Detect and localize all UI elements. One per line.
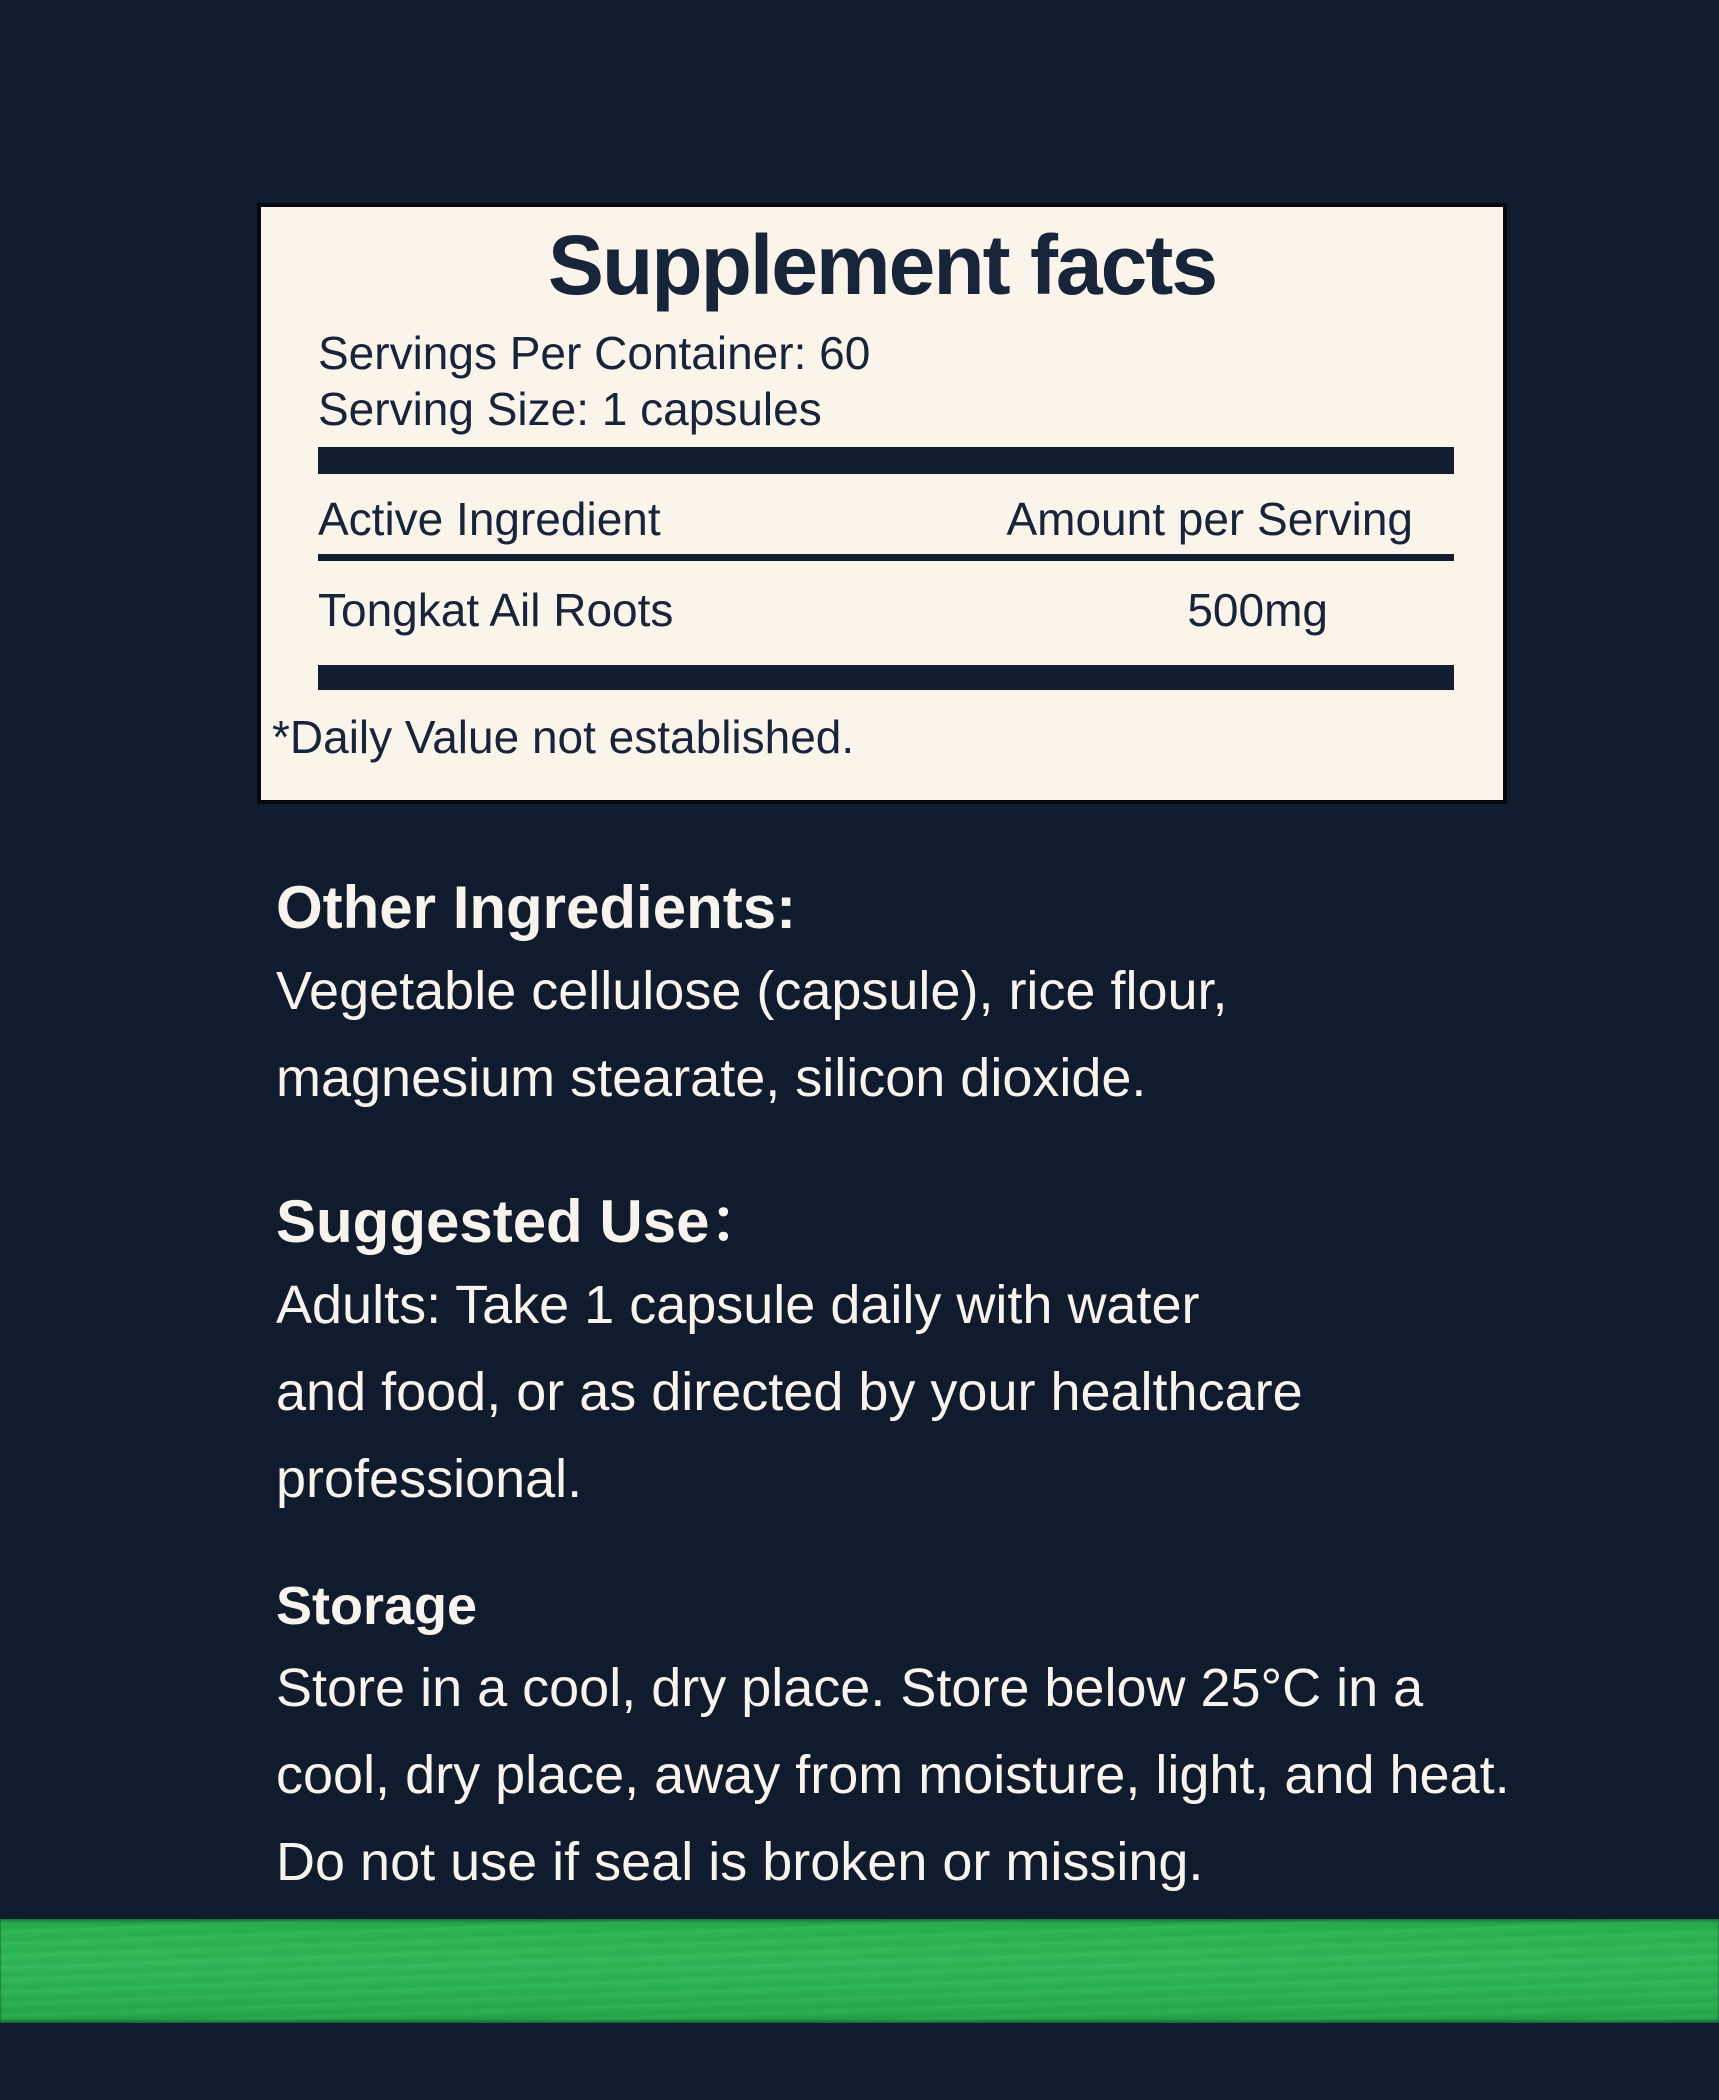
storage-heading: Storage: [276, 1576, 478, 1636]
suggested-use-line: professional.: [276, 1449, 583, 1509]
serving-size: Serving Size: 1 capsules: [318, 383, 822, 435]
suggested-use-heading: Suggested Use：: [276, 1188, 770, 1255]
other-ingredients-heading: Other Ingredients:: [276, 874, 797, 941]
daily-value-footnote: *Daily Value not established.: [272, 711, 855, 763]
ingredient-amount: 500mg: [1187, 584, 1328, 636]
suggested-use-text: [276, 1262, 1303, 1523]
storage-text: [276, 1645, 1510, 1906]
divider-bar-thick-bottom: [318, 665, 1454, 690]
amount-column-header: Amount per Serving: [1006, 493, 1413, 545]
other-ingredients-line: Vegetable cellulose (capsule), rice flour,: [276, 961, 1228, 1021]
storage-line: Do not use if seal is broken or missing.: [276, 1832, 1204, 1892]
serving-info: [318, 325, 870, 437]
ingredient-name: Tongkat Ail Roots: [318, 584, 674, 636]
divider-rule-thin: [318, 554, 1454, 561]
other-ingredients-line: magnesium stearate, silicon dioxide.: [276, 1048, 1147, 1108]
ingredient-column-header: Active Ingredient: [318, 493, 661, 545]
table-header-row: [318, 492, 1413, 546]
servings-per-container: Servings Per Container: 60: [318, 327, 871, 379]
green-ribbon: [0, 1919, 1719, 2023]
other-ingredients-text: [276, 948, 1228, 1122]
suggested-use-line: and food, or as directed by your healthcare: [276, 1362, 1303, 1422]
supplement-facts-panel: [257, 203, 1507, 804]
panel-title: Supplement facts: [547, 218, 1217, 312]
divider-bar-thick-top: [318, 447, 1454, 474]
storage-line: cool, dry place, away from moisture, light, and heat.: [276, 1745, 1510, 1805]
suggested-use-line: Adults: Take 1 capsule daily with water: [276, 1275, 1200, 1335]
storage-line: Store in a cool, dry place. Store below 25°C in a: [276, 1658, 1424, 1718]
table-row: [318, 583, 1413, 637]
